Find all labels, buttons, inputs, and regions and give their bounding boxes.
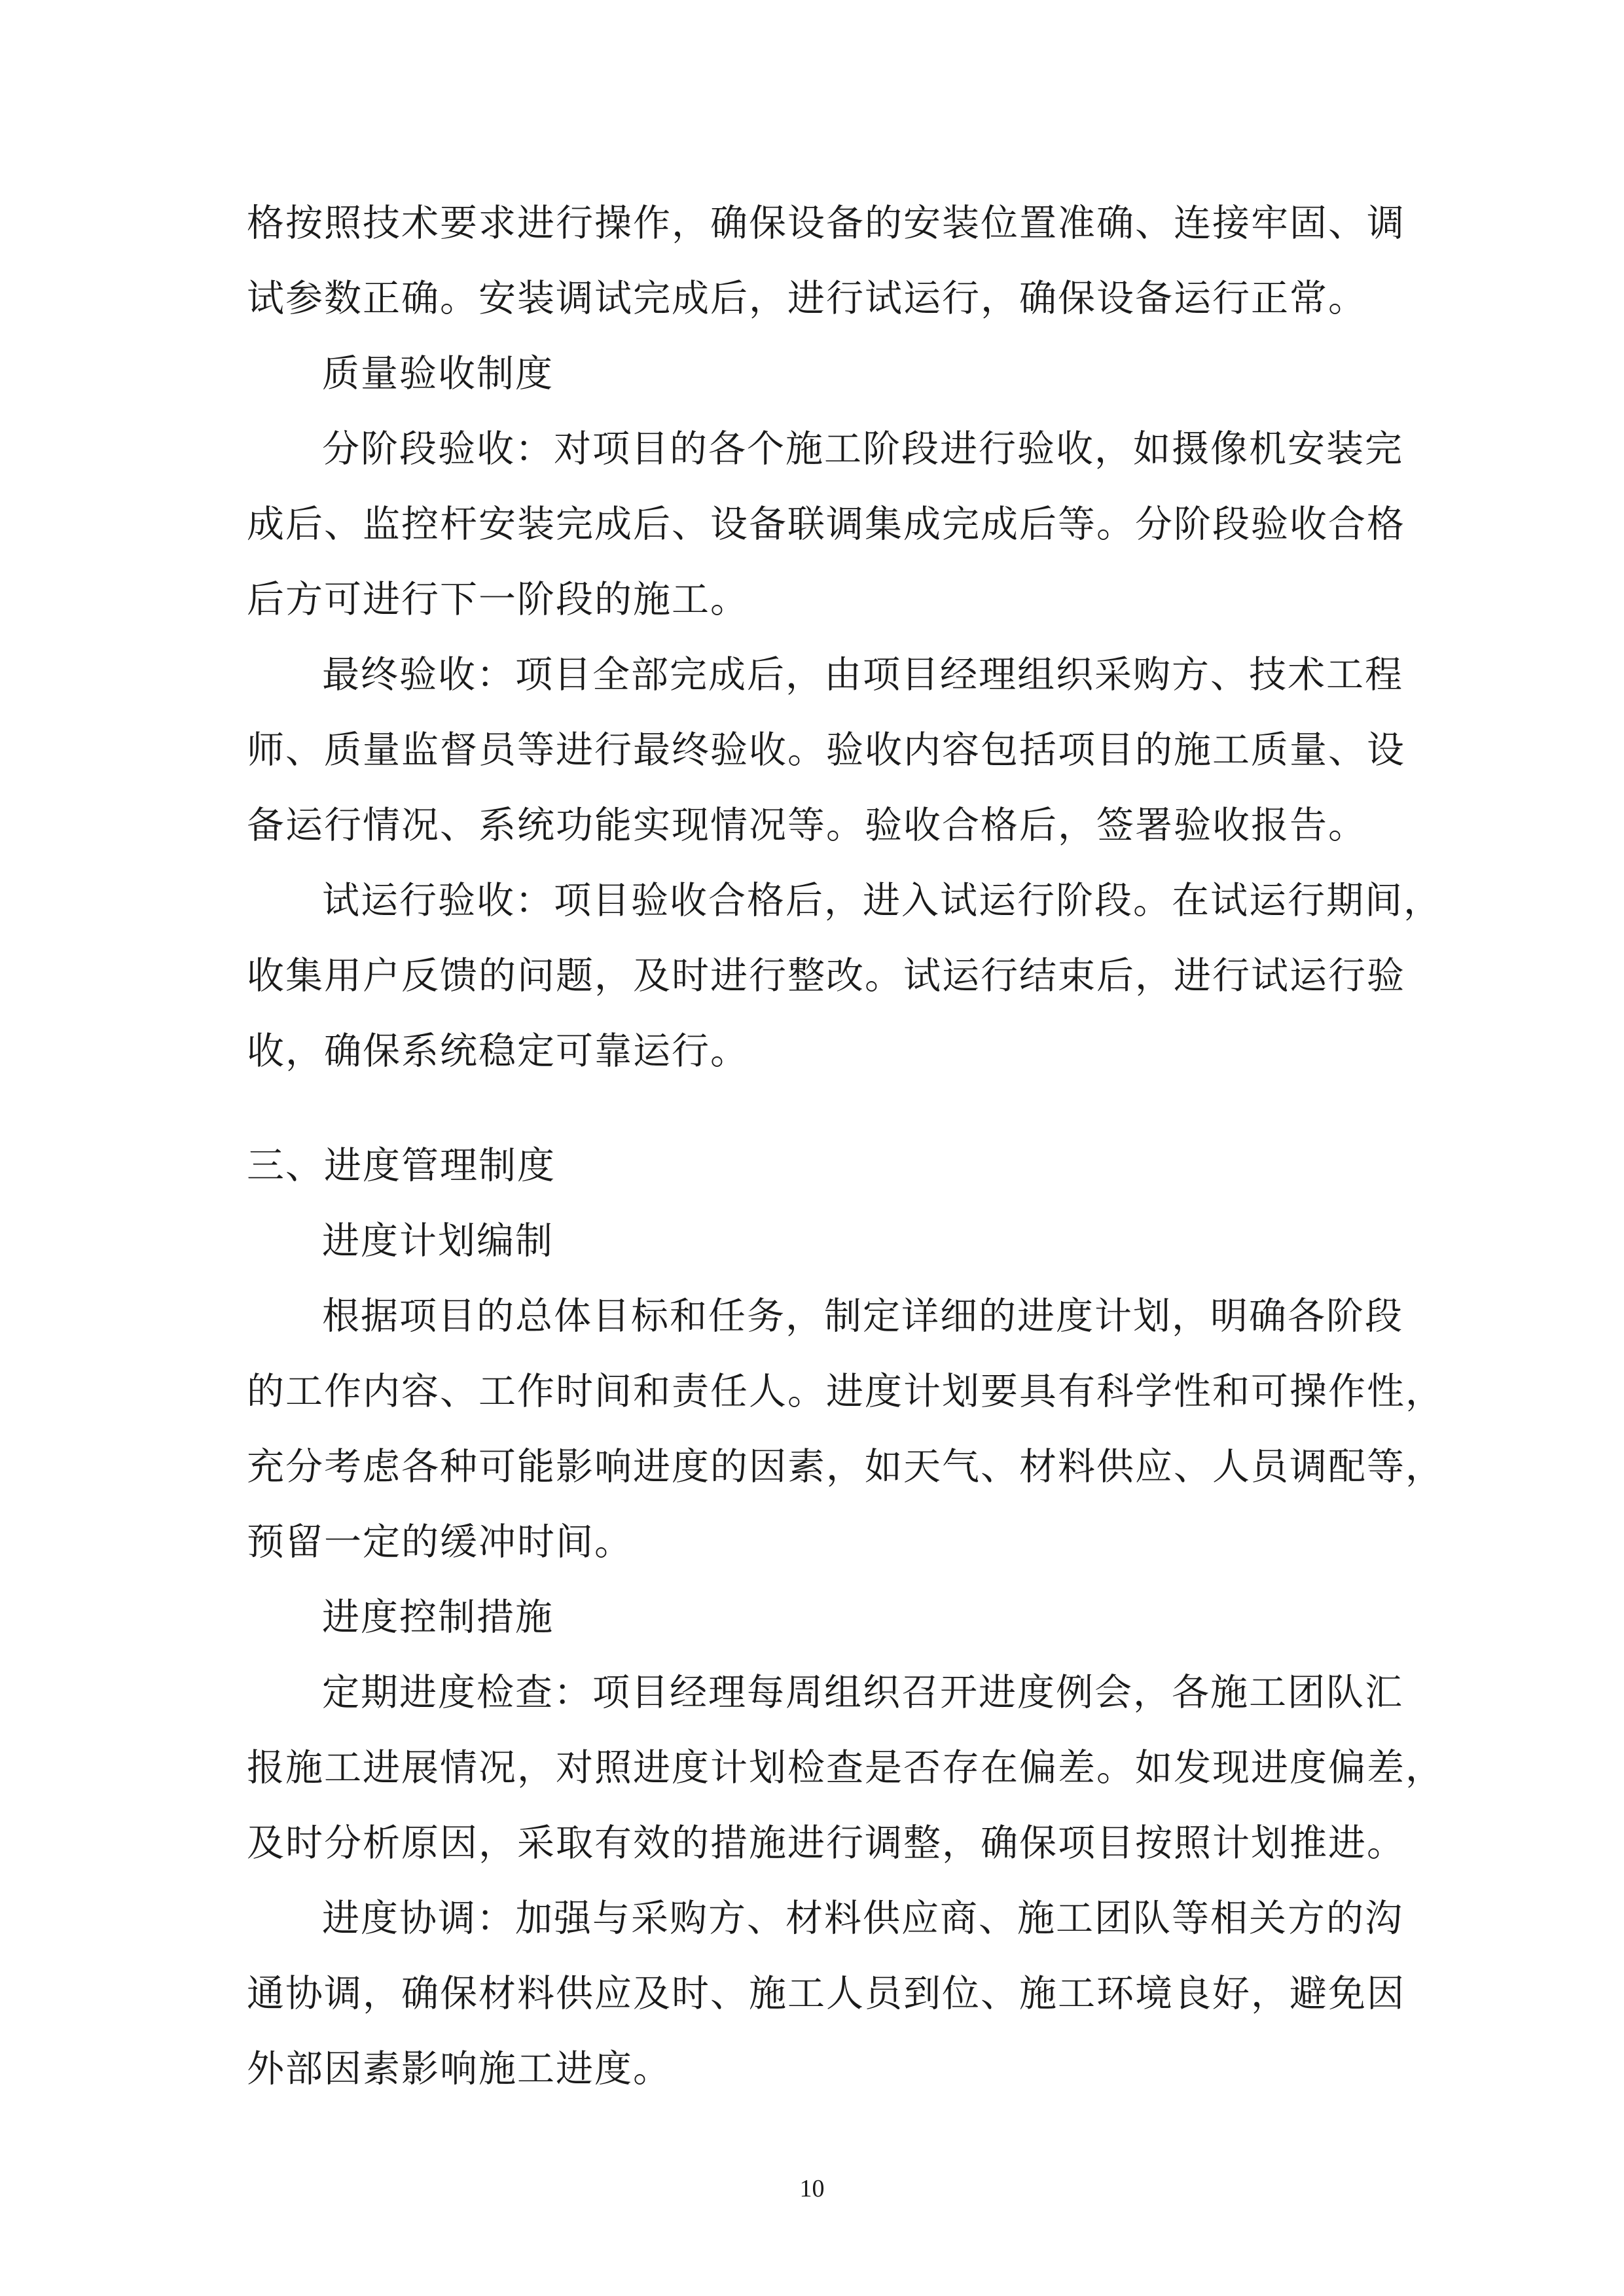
body-line: 通协调，确保材料供应及时、施工人员到位、施工环境良好，避免因 [247, 1972, 1405, 2015]
body-line: 试参数正确。安装调试完成后，进行试运行，确保设备运行正常。 [247, 277, 1367, 320]
paragraph-first-line: 根据项目的总体目标和任务，制定详细的进度计划，明确各阶段 [322, 1295, 1403, 1338]
paragraph-first-line: 定期进度检查：项目经理每周组织召开进度例会，各施工团队汇 [322, 1671, 1403, 1714]
section-heading: 进度控制措施 [322, 1596, 554, 1639]
body-line: 成后、监控杆安装完成后、设备联调集成完成后等。分阶段验收合格 [247, 503, 1405, 546]
body-line: 及时分析原因，采取有效的措施进行调整，确保项目按照计划推进。 [247, 1821, 1405, 1865]
paragraph-first-line: 分阶段验收：对项目的各个施工阶段进行验收，如摄像机安装完 [322, 427, 1403, 471]
chapter-heading: 三、进度管理制度 [247, 1144, 556, 1187]
section-heading: 进度计划编制 [322, 1219, 554, 1263]
body-line: 师、质量监督员等进行最终验收。验收内容包括项目的施工质量、设 [247, 728, 1405, 772]
body-line: 外部因素影响施工进度。 [247, 2047, 672, 2090]
body-line: 报施工进展情况，对照进度计划检查是否存在偏差。如发现进度偏差， [247, 1746, 1444, 1789]
section-heading: 质量验收制度 [322, 352, 554, 395]
page-number: 10 [799, 2175, 825, 2202]
body-line: 格按照技术要求进行操作，确保设备的安装位置准确、连接牢固、调 [247, 202, 1405, 245]
paragraph-first-line: 试运行验收：项目验收合格后，进入试运行阶段。在试运行期间， [322, 879, 1442, 922]
body-line: 预留一定的缓冲时间。 [247, 1520, 633, 1564]
body-line: 备运行情况、系统功能实现情况等。验收合格后，签署验收报告。 [247, 804, 1367, 847]
body-line: 后方可进行下一阶段的施工。 [247, 578, 749, 621]
paragraph-first-line: 进度协调：加强与采购方、材料供应商、施工团队等相关方的沟 [322, 1897, 1403, 1940]
body-line: 的工作内容、工作时间和责任人。进度计划要具有科学性和可操作性， [247, 1370, 1444, 1413]
body-line: 充分考虑各种可能影响进度的因素，如天气、材料供应、人员调配等， [247, 1445, 1444, 1488]
paragraph-first-line: 最终验收：项目全部完成后，由项目经理组织采购方、技术工程 [322, 653, 1403, 696]
body-line: 收集用户反馈的问题，及时进行整改。试运行结束后，进行试运行验 [247, 954, 1405, 997]
body-line: 收，确保系统稳定可靠运行。 [247, 1030, 749, 1073]
